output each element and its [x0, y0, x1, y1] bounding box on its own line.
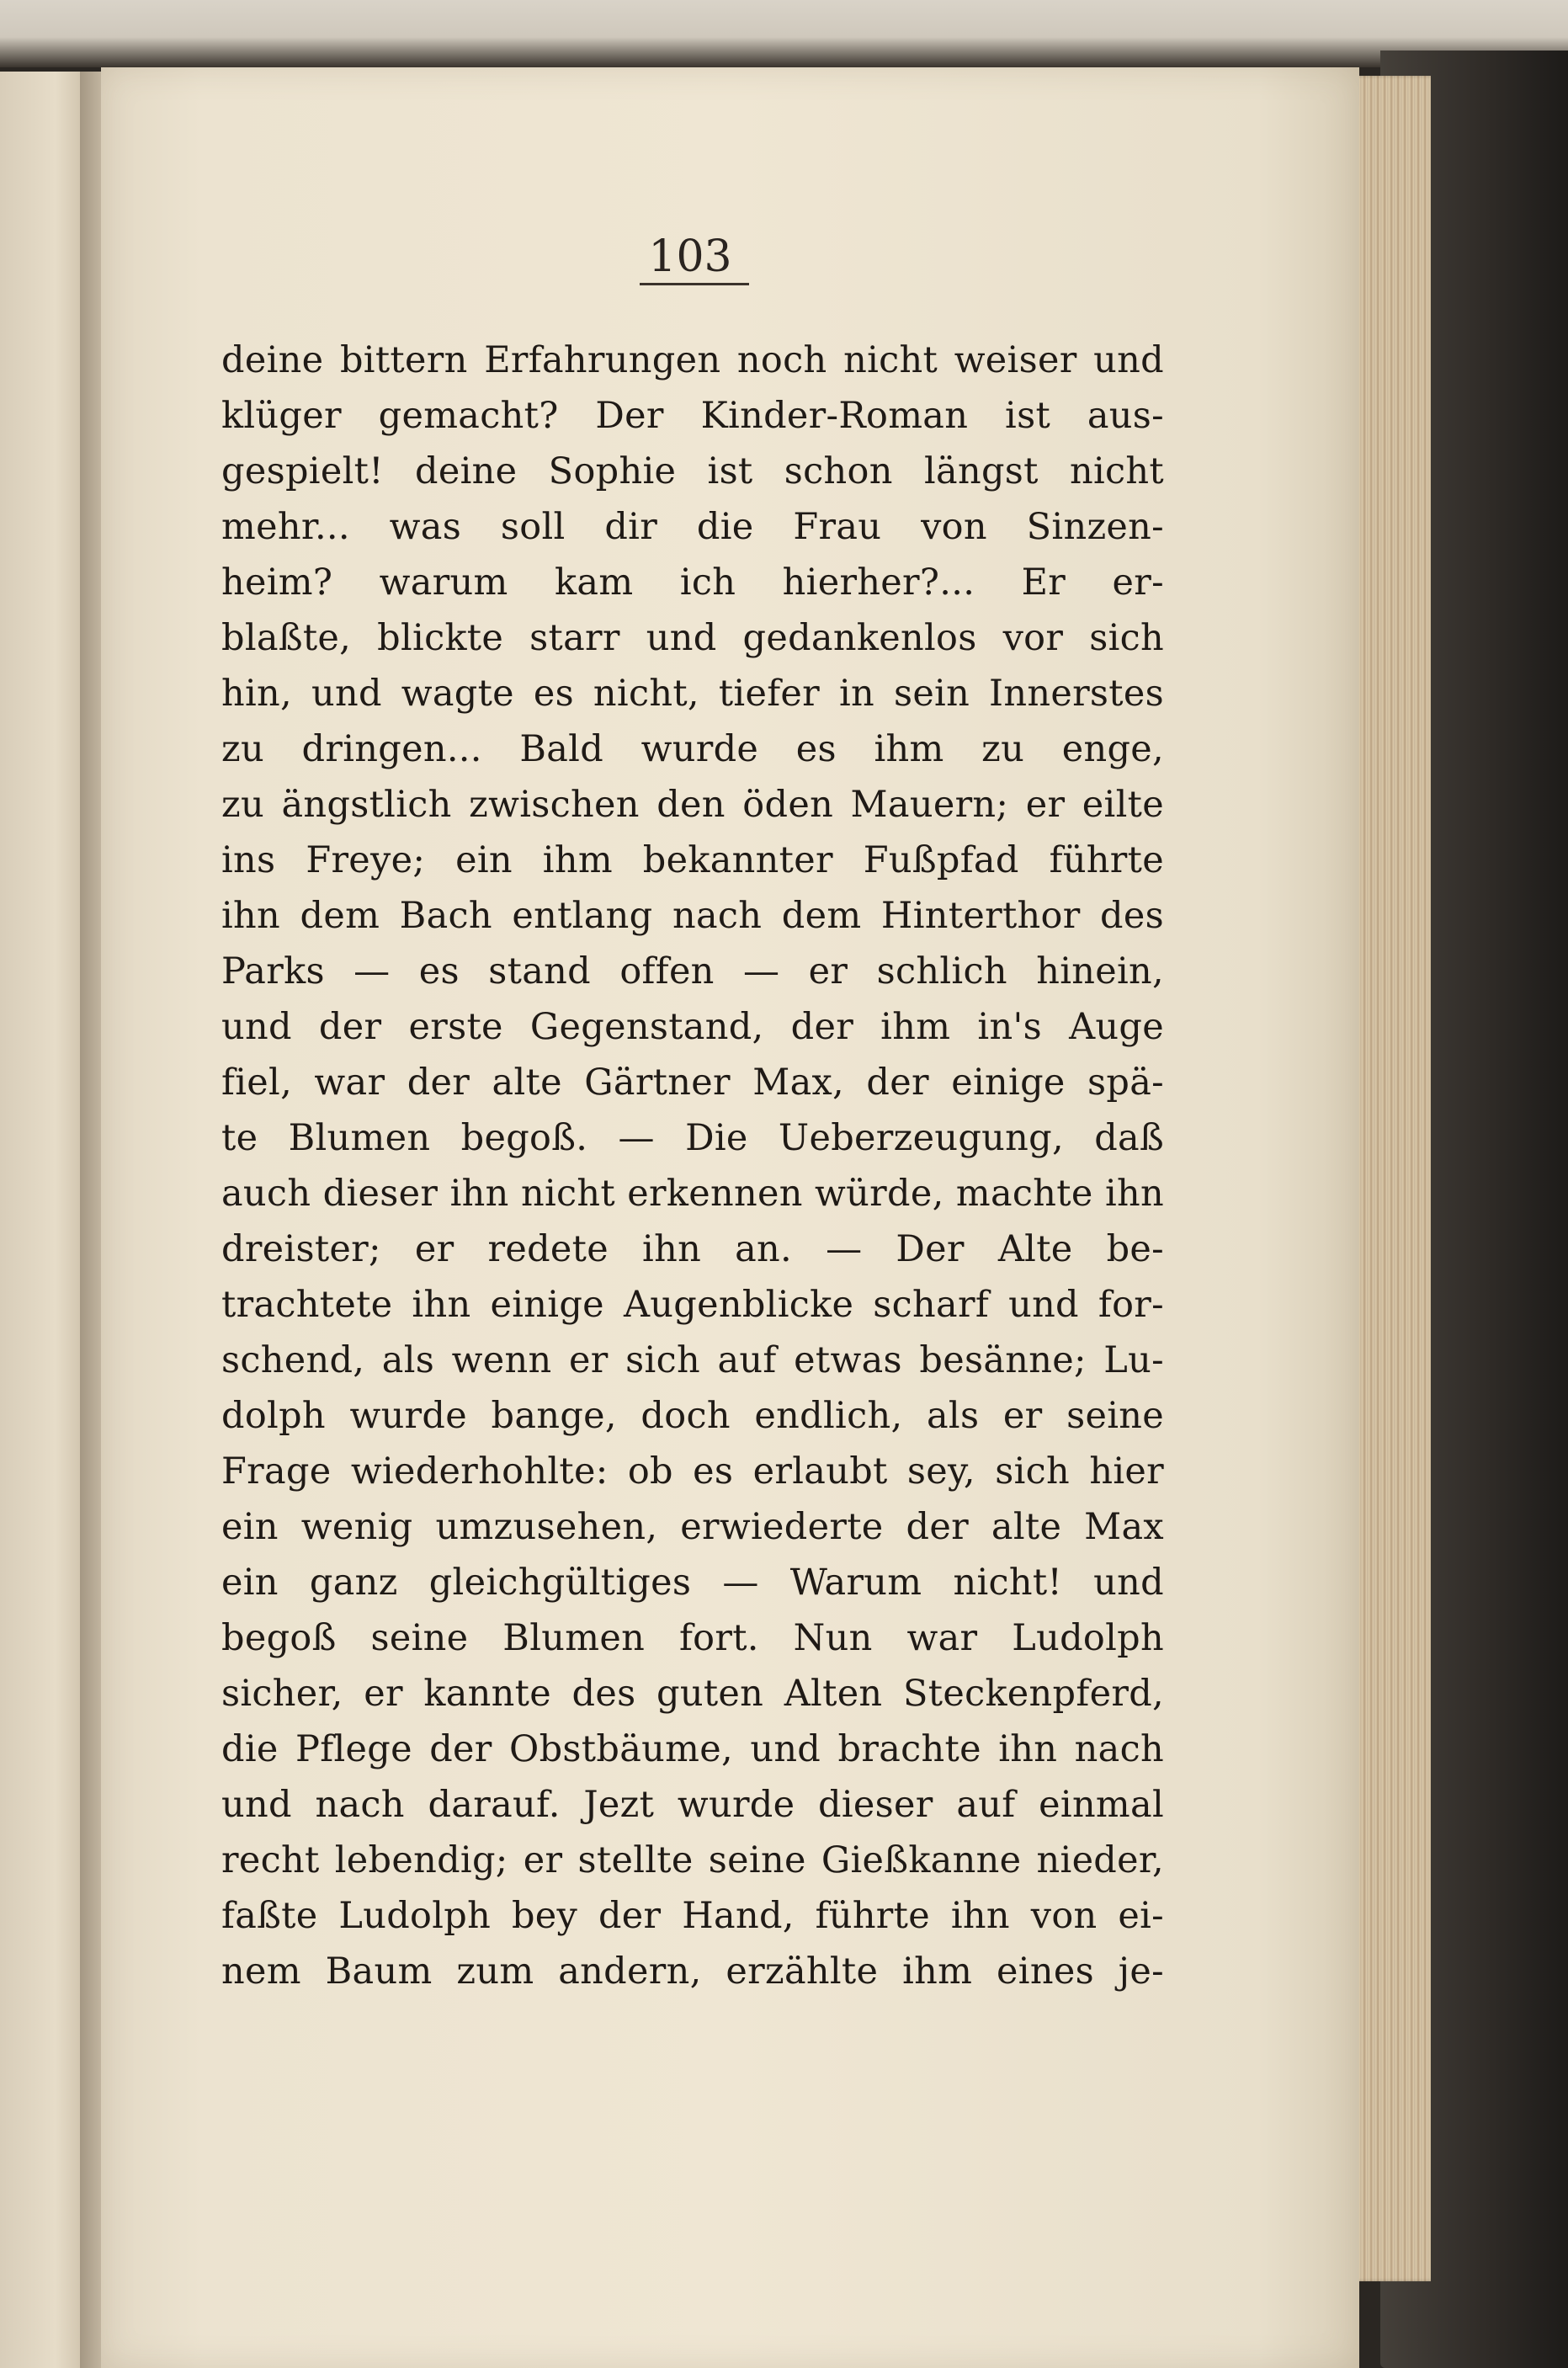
text-line: dolph wurde bange, doch endlich, als er seine: [221, 1395, 1164, 1437]
text-line: te Blumen begoß. — Die Ueberzeugung, daß: [221, 1117, 1164, 1159]
text-line: Frage wiederhohlte: ob es erlaubt sey, sich hier: [221, 1450, 1164, 1493]
text-line: ein wenig umzusehen, erwiederte der alte Max: [221, 1506, 1164, 1548]
text-line: heim? warum kam ich hierher?... Er er-: [221, 561, 1164, 604]
text-line: zu dringen... Bald wurde es ihm zu enge,: [221, 728, 1164, 770]
text-line: ein ganz gleichgültiges — Warum nicht! und: [221, 1562, 1164, 1604]
text-line: und nach darauf. Jezt wurde dieser auf einmal: [221, 1784, 1164, 1826]
previous-page-edge: [0, 72, 93, 2368]
text-line: auch dieser ihn nicht erkennen würde, machte ihn: [221, 1173, 1164, 1215]
text-line: sicher, er kannte des guten Alten Steckenpferd,: [221, 1673, 1164, 1715]
text-line: blaßte, blickte starr und gedankenlos vor sich: [221, 617, 1164, 659]
text-line: zu ängstlich zwischen den öden Mauern; er eilte: [221, 784, 1164, 826]
backdrop: [0, 0, 1568, 67]
body-text: [221, 333, 1164, 1999]
page-block-edges: [1347, 76, 1431, 2281]
text-line: begoß seine Blumen fort. Nun war Ludolph: [221, 1617, 1164, 1659]
text-line: nem Baum zum andern, erzählte ihm eines je-: [221, 1950, 1164, 1993]
text-line: deine bittern Erfahrungen noch nicht weiser und: [221, 339, 1164, 381]
text-line: recht lebendig; er stellte seine Gießkanne nieder,: [221, 1839, 1164, 1881]
text-line: faßte Ludolph bey der Hand, führte ihn von ei-: [221, 1895, 1164, 1937]
page-number-rule: [640, 283, 749, 285]
text-line: gespielt! deine Sophie ist schon längst nicht: [221, 450, 1164, 492]
text-line: fiel, war der alte Gärtner Max, der einige spä-: [221, 1062, 1164, 1104]
text-line: mehr... was soll dir die Frau von Sinzen-: [221, 506, 1164, 548]
text-line: klüger gemacht? Der Kinder-Roman ist aus-: [221, 395, 1164, 437]
text-line: die Pflege der Obstbäume, und brachte ihn nach: [221, 1728, 1164, 1770]
text-line: Parks — es stand offen — er schlich hinein,: [221, 950, 1164, 992]
text-line: hin, und wagte es nicht, tiefer in sein Innerstes: [221, 673, 1164, 715]
text-line: schend, als wenn er sich auf etwas besänne; Lu-: [221, 1339, 1164, 1381]
text-line: ins Freye; ein ihm bekannter Fußpfad führte: [221, 839, 1164, 881]
text-line: trachtete ihn einige Augenblicke scharf und for-: [221, 1284, 1164, 1326]
page-number: 103: [648, 231, 732, 282]
text-line: ihn dem Bach entlang nach dem Hinterthor des: [221, 895, 1164, 937]
text-line: dreister; er redete ihn an. — Der Alte be-: [221, 1228, 1164, 1270]
text-line: und der erste Gegenstand, der ihm in's Auge: [221, 1006, 1164, 1048]
